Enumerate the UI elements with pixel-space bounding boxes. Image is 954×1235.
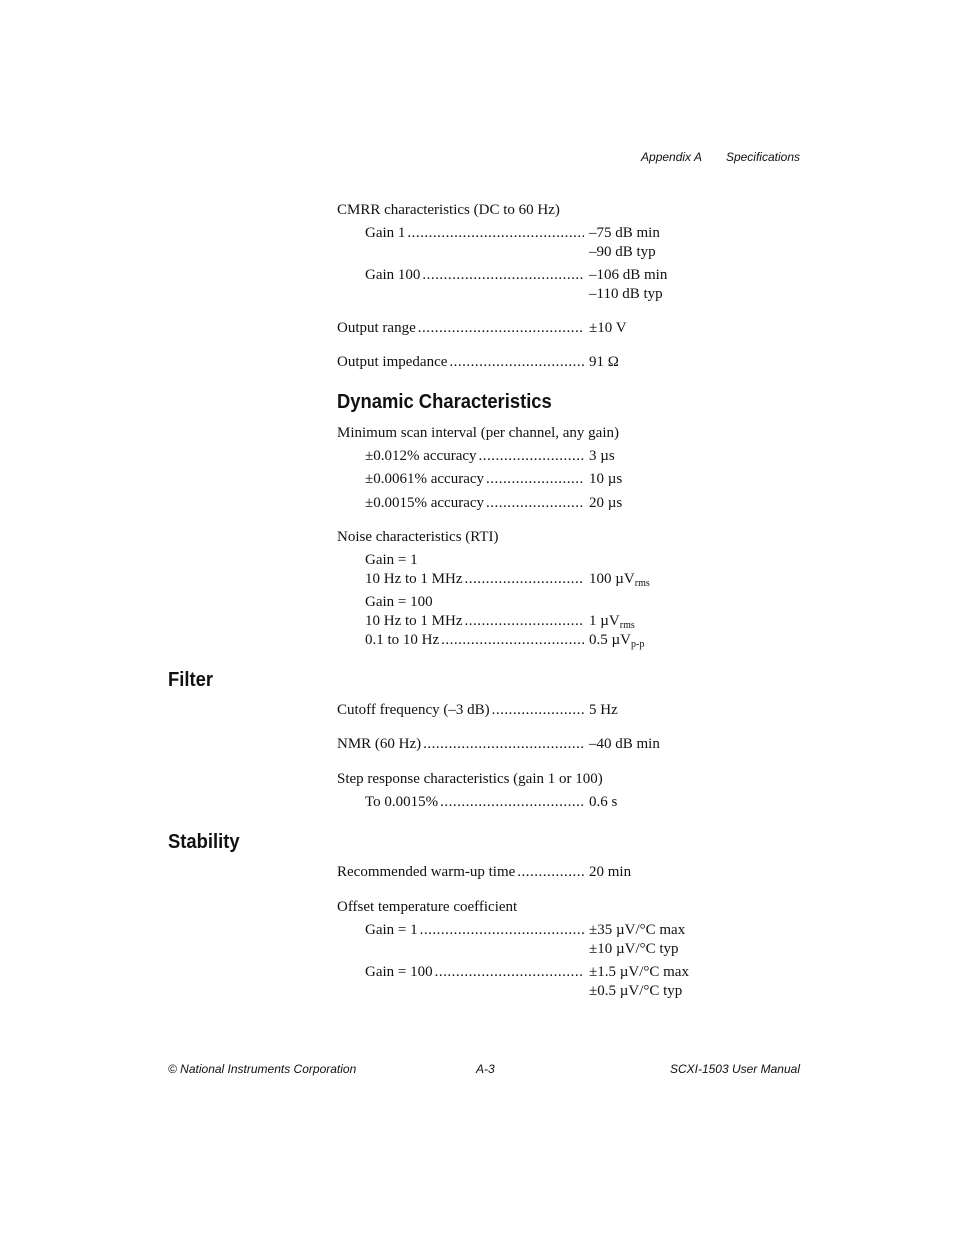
warmup-row xyxy=(337,863,587,882)
noise-gain1-label: Gain = 1 xyxy=(365,552,418,568)
offset-title: Offset temperature coefficient xyxy=(337,899,518,915)
leader-dots xyxy=(420,921,584,940)
noise-gain100-row2-value xyxy=(589,631,644,650)
scan-row-2 xyxy=(365,494,587,513)
output-range-label: Output range xyxy=(337,320,416,336)
cmrr-gain100-typ: –110 dB typ xyxy=(589,286,663,302)
step-label: To 0.0015% xyxy=(365,794,439,810)
footer-page-number: A-3 xyxy=(476,1062,495,1076)
noise-value-text: 100 µV xyxy=(589,571,635,587)
scan-row-0 xyxy=(365,447,587,466)
running-header xyxy=(641,150,800,164)
scan-row-value: 20 µs xyxy=(589,495,623,511)
header-appendix: Appendix A xyxy=(641,150,702,164)
cutoff-value: 5 Hz xyxy=(589,702,618,718)
cmrr-gain1-row xyxy=(365,224,587,243)
offset-gain100-typ: ±0.5 µV/°C typ xyxy=(589,983,683,999)
scan-row-value: 3 µs xyxy=(589,448,615,464)
nmr-label: NMR (60 Hz) xyxy=(337,736,422,752)
noise-gain100-row1-label: 10 Hz to 1 MHz xyxy=(365,613,463,629)
offset-gain1-row xyxy=(365,921,587,940)
cutoff-label: Cutoff frequency (–3 dB) xyxy=(337,702,490,718)
offset-gain1-max: ±35 µV/°C max xyxy=(589,922,686,938)
leader-dots xyxy=(418,319,584,338)
scan-row-label: ±0.0015% accuracy xyxy=(365,495,485,511)
noise-value-sub: rms xyxy=(634,578,650,589)
stability-heading: Stability xyxy=(168,831,240,853)
filter-heading: Filter xyxy=(168,669,213,691)
step-row xyxy=(365,793,587,812)
cmrr-title: CMRR characteristics (DC to 60 Hz) xyxy=(337,202,560,218)
leader-dots xyxy=(407,224,584,243)
offset-gain100-label: Gain = 100 xyxy=(365,964,433,980)
leader-dots xyxy=(423,735,584,754)
scan-row-label: ±0.012% accuracy xyxy=(365,448,477,464)
cmrr-gain1-min: –75 dB min xyxy=(589,225,660,241)
noise-gain1-row-value xyxy=(589,570,650,589)
output-range-value: ±10 V xyxy=(589,320,627,336)
output-range-row xyxy=(337,319,587,338)
noise-gain100-row1 xyxy=(365,612,587,631)
noise-gain1-row-label: 10 Hz to 1 MHz xyxy=(365,571,463,587)
footer-manual-title: SCXI-1503 User Manual xyxy=(669,1062,800,1076)
step-title: Step response characteristics (gain 1 or 100) xyxy=(337,771,603,787)
cmrr-gain100-min: –106 dB min xyxy=(589,267,668,283)
noise-gain100-row2-label: 0.1 to 10 Hz xyxy=(365,632,440,648)
offset-gain1-typ: ±10 µV/°C typ xyxy=(589,941,679,957)
footer-copyright: © National Instruments Corporation xyxy=(168,1062,357,1076)
cmrr-gain100-label: Gain 100 xyxy=(365,267,421,283)
cmrr-gain1-label: Gain 1 xyxy=(365,225,406,241)
offset-gain100-row xyxy=(365,963,587,982)
cmrr-gain1-typ: –90 dB typ xyxy=(589,244,656,260)
cutoff-row xyxy=(337,701,587,720)
cmrr-gain100-row xyxy=(365,266,587,285)
scan-title: Minimum scan interval (per channel, any gain) xyxy=(337,425,619,441)
leader-dots xyxy=(441,631,584,650)
output-impedance-value: 91 Ω xyxy=(589,354,619,370)
leader-dots xyxy=(479,447,584,466)
noise-value-text: 1 µV xyxy=(589,613,620,629)
step-value: 0.6 s xyxy=(589,794,618,810)
noise-value-sub: p-p xyxy=(630,639,645,650)
noise-gain100-row1-value xyxy=(589,612,635,631)
scan-row-label: ±0.0061% accuracy xyxy=(365,471,485,487)
scan-row-value: 10 µs xyxy=(589,471,623,487)
noise-value-text: 0.5 µV xyxy=(589,632,631,648)
leader-dots xyxy=(465,612,585,631)
leader-dots xyxy=(517,863,584,882)
offset-gain1-label: Gain = 1 xyxy=(365,922,418,938)
nmr-value: –40 dB min xyxy=(589,736,660,752)
leader-dots xyxy=(422,266,584,285)
leader-dots xyxy=(486,494,584,513)
warmup-label: Recommended warm-up time xyxy=(337,864,516,880)
scan-row-1 xyxy=(365,470,587,489)
nmr-row xyxy=(337,735,587,754)
leader-dots xyxy=(486,470,584,489)
offset-gain100-max: ±1.5 µV/°C max xyxy=(589,964,689,980)
output-impedance-row xyxy=(337,353,587,372)
leader-dots xyxy=(465,570,585,589)
output-impedance-label: Output impedance xyxy=(337,354,448,370)
noise-gain100-row2 xyxy=(365,631,587,650)
page-footer xyxy=(168,1062,800,1078)
leader-dots xyxy=(435,963,584,982)
noise-title: Noise characteristics (RTI) xyxy=(337,529,499,545)
noise-value-sub: rms xyxy=(619,620,635,631)
leader-dots xyxy=(449,353,584,372)
noise-gain1-row xyxy=(365,570,587,589)
leader-dots xyxy=(440,793,584,812)
warmup-value: 20 min xyxy=(589,864,632,880)
header-section: Specifications xyxy=(725,150,800,164)
leader-dots xyxy=(492,701,584,720)
noise-gain100-label: Gain = 100 xyxy=(365,594,433,610)
dynamic-heading: Dynamic Characteristics xyxy=(337,391,552,413)
